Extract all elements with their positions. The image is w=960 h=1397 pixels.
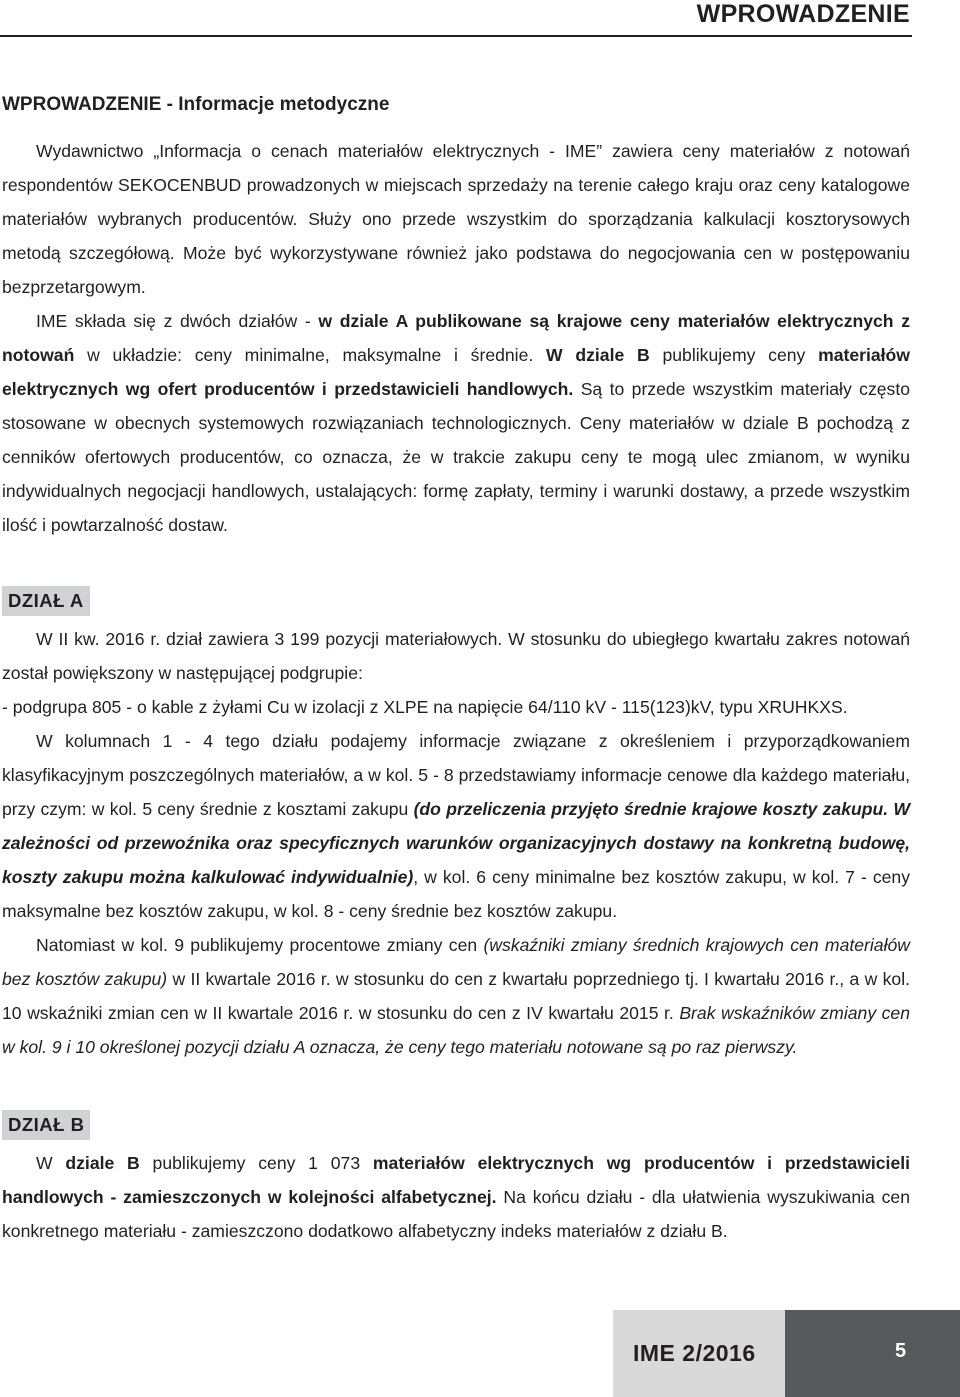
footer-issue-label: IME 2/2016 <box>633 1340 756 1366</box>
text-run: Natomiast w kol. 9 publikujemy procentowe zmiany cen <box>36 935 484 955</box>
text-run: publikujemy ceny <box>649 345 819 365</box>
text-run: , w kol. 6 ceny minimalne bez kosztów zakupu, w kol. 7 - ceny maksymalne bez kosztów zakupu, w kol. 8 - ceny średnie bez kosztów zakupu. <box>2 867 911 921</box>
bold-run: w dziale A publikowane są krajowe ceny materiałów elektrycznych z notowań <box>2 311 911 365</box>
intro-heading: WPROWADZENIE - Informacje metodyczne <box>2 94 390 115</box>
header-rule <box>0 35 912 37</box>
text-run: Na końcu działu - dla ułatwienia wyszukiwania cen konkretnego materiału - zamieszczono dodatkowo alfabetyczny indeks materiałów z działu B. <box>2 1187 910 1241</box>
section-label-dzial-a: DZIAŁ A <box>2 586 90 616</box>
footer-page-box <box>785 1310 960 1397</box>
page-number: 5 <box>895 1340 907 1362</box>
dzial-b-paragraph-1 <box>2 1146 910 1248</box>
dzial-a-paragraph-3 <box>2 724 910 928</box>
text-run: IME składa się z dwóch działów - <box>36 311 319 331</box>
intro-paragraph-2 <box>2 304 910 542</box>
text-run: W <box>36 1153 66 1173</box>
document-body <box>2 88 910 1248</box>
text-run: W kolumnach 1 - 4 tego działu podajemy informacje związane z określeniem i przyporządkowaniem klasyfikacyjnym poszczególnych materiałów, a w kol. 5 - 8 przedstawiamy informacje cenowe dla każdego materiału, przy czym: w kol. 5 ceny średnie z kosztami zakupu <box>2 731 910 819</box>
text-run: Są to przede wszystkim materiały często stosowane w obecnych systemowych rozwiązaniach technologicznych. Ceny materiałów w dziale B pochodzą z cenników ofertowych producentów, co oznacza, że w trakcie zakupu ceny te mogą ulec zmianom, w wyniku indywidualnych negocjacji handlowych, ustalających: formę zapłaty, terminy i warunki dostawy, a przede wszystkim ilość i powtarzalność dostaw. <box>2 379 910 535</box>
text-run: w II kwartale 2016 r. w stosunku do cen z kwartału poprzedniego tj. I kwartału 2016 r., a w kol. 10 wskaźniki zmian cen w II kwartale 2016 r. w stosunku do cen z IV kwartału 2015 r. <box>2 969 910 1023</box>
italic-run: (wskaźniki zmiany średnich krajowych cen materiałów bez kosztów zakupu) <box>2 935 910 989</box>
text-run: w układzie: ceny minimalne, maksymalne i średnie. <box>74 345 547 365</box>
italic-run: Brak wskaźników zmiany cen w kol. 9 i 10 określonej pozycji działu A oznacza, że ceny tego materiału notowane są po raz pierwszy. <box>2 1003 911 1057</box>
dzial-a-paragraph-1: W II kw. 2016 r. dział zawiera 3 199 pozycji materiałowych. W stosunku do ubiegłego kwartału zakres notowań został powiększony w następującej podgrupie: <box>2 629 910 683</box>
page-header-title: WPROWADZENIE <box>696 0 910 28</box>
bold-run: materiałów elektrycznych wg ofert producentów i przedstawicieli handlowych. <box>2 345 910 399</box>
dzial-a-paragraph-4 <box>2 928 910 1064</box>
intro-paragraph-1: Wydawnictwo „Informacja o cenach materiałów elektrycznych - IME” zawiera ceny materiałów z notowań respondentów SEKOCENBUD prowadzonych w miejscach sprzedaży na terenie całego kraju oraz ceny katalogowe materiałów wybranych producentów. Służy ono przede wszystkim do sporządzania kalkulacji kosztorysowych metodą szczegółową. Może być wykorzystywane również jako podstawa do negocjowania cen w postępowaniu bezprzetargowym. <box>2 141 910 297</box>
bold-run: W dziale B <box>546 345 650 365</box>
section-label-dzial-b: DZIAŁ B <box>2 1110 90 1140</box>
dzial-a-paragraph-2: - podgrupa 805 - o kable z żyłami Cu w izolacji z XLPE na napięcie 64/110 kV - 115(123)kV, typu XRUHKXS. <box>2 697 848 717</box>
text-run: publikujemy ceny 1 073 <box>139 1153 373 1173</box>
bold-run: materiałów elektrycznych wg producentów i przedstawicieli handlowych - zamieszczonych w kolejności alfabetycznej. <box>2 1153 911 1207</box>
bold-italic-run: (do przeliczenia przyjęto średnie krajowe koszty zakupu. W zależności od przewoźnika oraz specyficznych warunków organizacyjnych dostawy na konkretną budowę, koszty zakupu można kalkulować indywidualnie) <box>2 799 910 887</box>
bold-run: dziale B <box>65 1153 140 1173</box>
